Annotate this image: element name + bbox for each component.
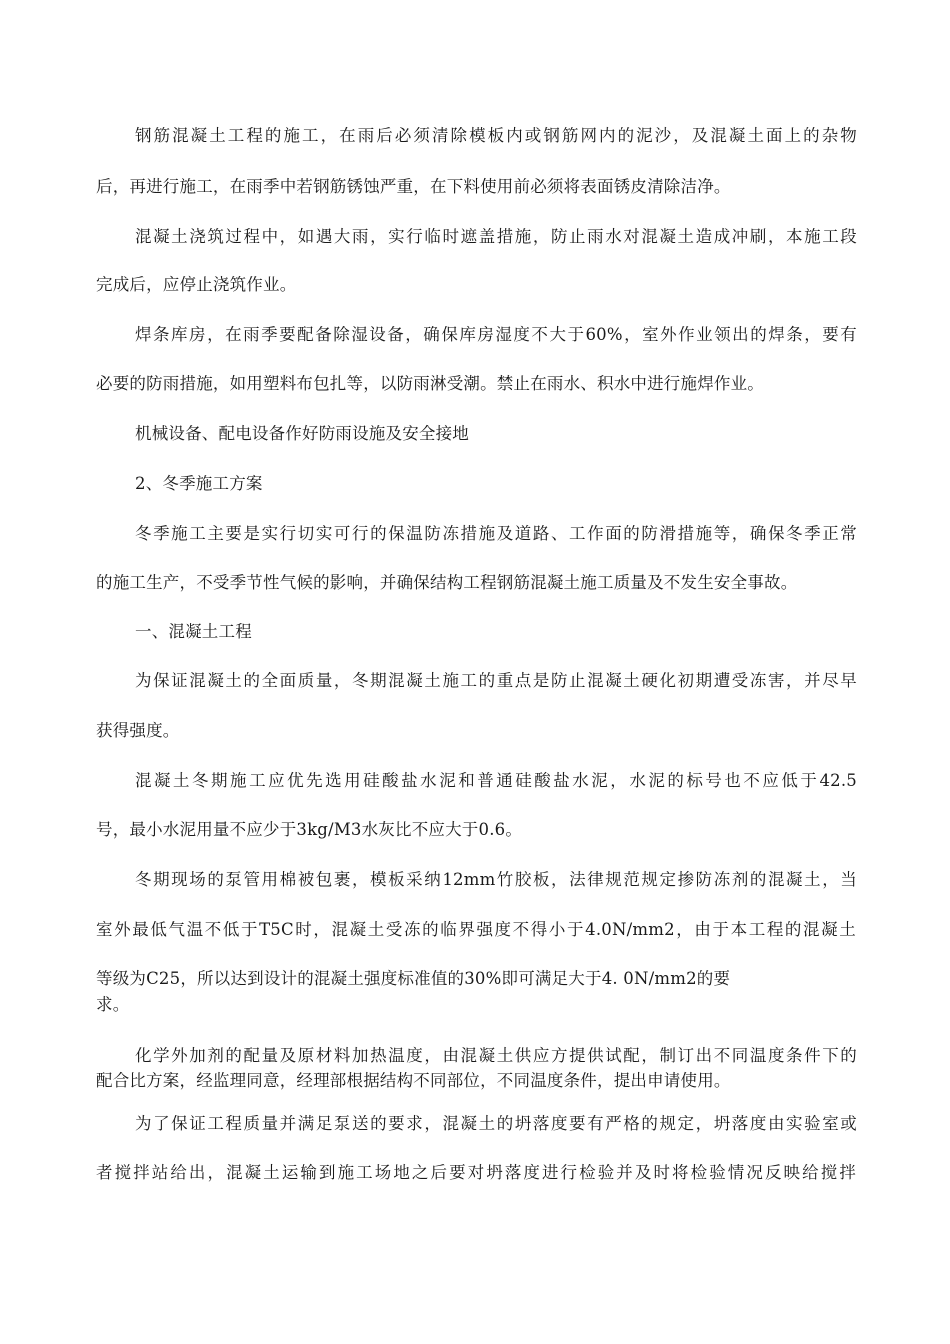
paragraph-11-line-2: 配合比方案，经监理同意，经理部根据结构不同部位，不同温度条件，提出申请使用。 [96,1071,731,1090]
paragraph-9-line-1: 混凝土冬期施工应优先选用硅酸盐水泥和普通硅酸盐水泥，水泥的标号也不应低于42.5 [135,771,857,790]
paragraph-9-line-2: 号，最小水泥用量不应少于3kg/M3水灰比不应大于0.6。 [96,820,523,839]
paragraph-3-line-1: 焊条库房，在雨季要配备除湿设备，确保库房湿度不大于60%，室外作业领出的焊条，要有 [135,325,857,344]
paragraph-4-line-1: 机械设备、配电设备作好防雨设施及安全接地 [135,424,469,443]
paragraph-1-line-1: 钢筋混凝土工程的施工，在雨后必须清除模板内或钢筋网内的泥沙，及混凝土面上的杂物 [135,126,857,145]
paragraph-12-line-2: 者搅拌站给出，混凝土运输到施工场地之后要对坍落度进行检验并及时将检验情况反映给搅拌 [96,1163,856,1182]
paragraph-8-line-2: 获得强度。 [96,721,180,740]
paragraph-12-line-1: 为了保证工程质量并满足泵送的要求，混凝土的坍落度要有严格的规定，坍落度由实验室或 [135,1114,857,1133]
paragraph-10-line-3: 等级为C25，所以达到设计的混凝土强度标准值的30%即可满足大于4. 0N/mm2的要 [96,969,731,988]
section-heading-winter-construction: 2、冬季施工方案 [135,474,263,493]
paragraph-6-line-2: 的施工生产，不受季节性气候的影响，并确保结构工程钢筋混凝土施工质量及不发生安全事故。 [96,573,798,592]
paragraph-11-line-1: 化学外加剂的配量及原材料加热温度，由混凝土供应方提供试配，制订出不同温度条件下的 [135,1046,857,1065]
paragraph-2-line-2: 完成后，应停止浇筑作业。 [96,275,297,294]
subheading-concrete-works: 一、混凝土工程 [135,622,252,641]
paragraph-10-line-4: 求。 [96,995,130,1014]
paragraph-8-line-1: 为保证混凝土的全面质量，冬期混凝土施工的重点是防止混凝土硬化初期遭受冻害，并尽早 [135,671,857,690]
paragraph-1-line-2: 后，再进行施工，在雨季中若钢筋锈蚀严重，在下料使用前必须将表面锈皮清除洁净。 [96,177,731,196]
paragraph-10-line-2: 室外最低气温不低于T5C时，混凝土受冻的临界强度不得小于4.0N/mm2，由于本工程的混凝土 [96,920,856,939]
paragraph-10-line-1: 冬期现场的泵管用棉被包裹，模板采纳12mm竹胶板，法律规范规定掺防冻剂的混凝土，当 [135,870,857,889]
paragraph-2-line-1: 混凝土浇筑过程中，如遇大雨，实行临时遮盖措施，防止雨水对混凝土造成冲刷，本施工段 [135,227,857,246]
paragraph-6-line-1: 冬季施工主要是实行切实可行的保温防冻措施及道路、工作面的防滑措施等，确保冬季正常 [135,524,857,543]
paragraph-3-line-2: 必要的防雨措施，如用塑料布包扎等，以防雨淋受潮。禁止在雨水、积水中进行施焊作业。 [96,374,764,393]
